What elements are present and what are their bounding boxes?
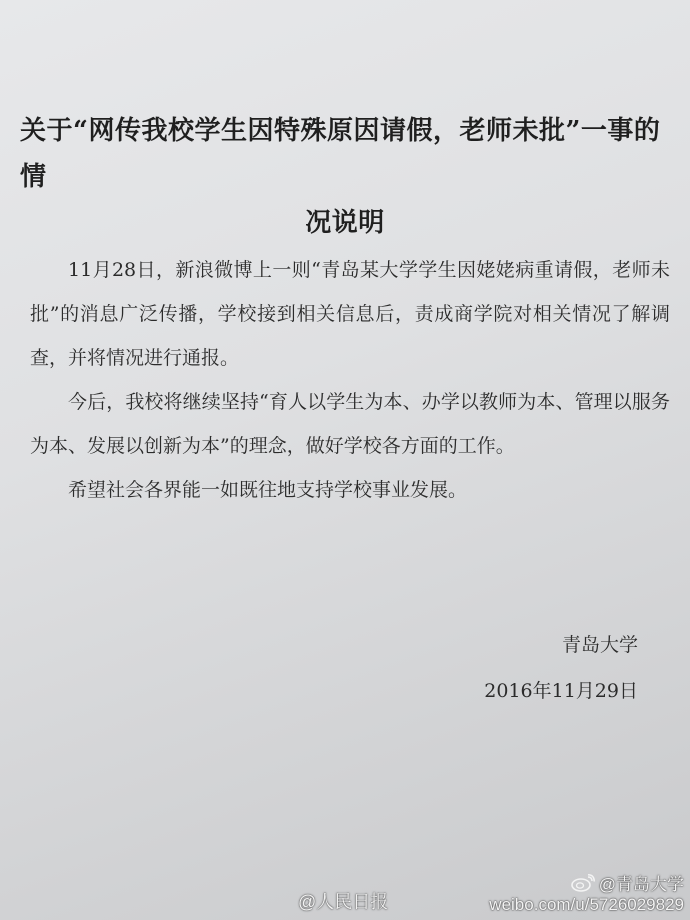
watermark-weibo-account (571, 870, 684, 895)
weibo-logo-icon (571, 874, 595, 892)
paragraph-3: 希望社会各界能一如既往地支持学校事业发展。 (68, 479, 468, 501)
weibo-account-text: @青岛大学 (598, 875, 684, 894)
title-line-2: 况说明 (305, 208, 385, 238)
paragraph-2: 今后，我校将继续坚持“育人以学生为本、办学以教师为本、管理以服务为本、发展以创新为本”的理念，做好学校各方面的工作。 (30, 391, 670, 457)
signature-organization: 青岛大学 (561, 634, 638, 656)
document-title (20, 108, 670, 246)
watermark-renmin-ribao: @人民日报 (298, 892, 389, 912)
title-line-1: 关于“网传我校学生因特殊原因请假，老师未批”一事的情 (20, 116, 661, 192)
paragraph-1: 11月28日，新浪微博上一则“青岛某大学学生因姥姥病重请假，老师未批”的消息广泛传播，学校接到相关信息后，责成商学院对相关情况了解调查，并将情况进行通报。 (30, 259, 670, 369)
watermark-weibo-url: weibo.com/u/5726029829 (489, 895, 684, 914)
signature-date: 2016年11月29日 (484, 680, 638, 702)
document-body (30, 248, 670, 512)
